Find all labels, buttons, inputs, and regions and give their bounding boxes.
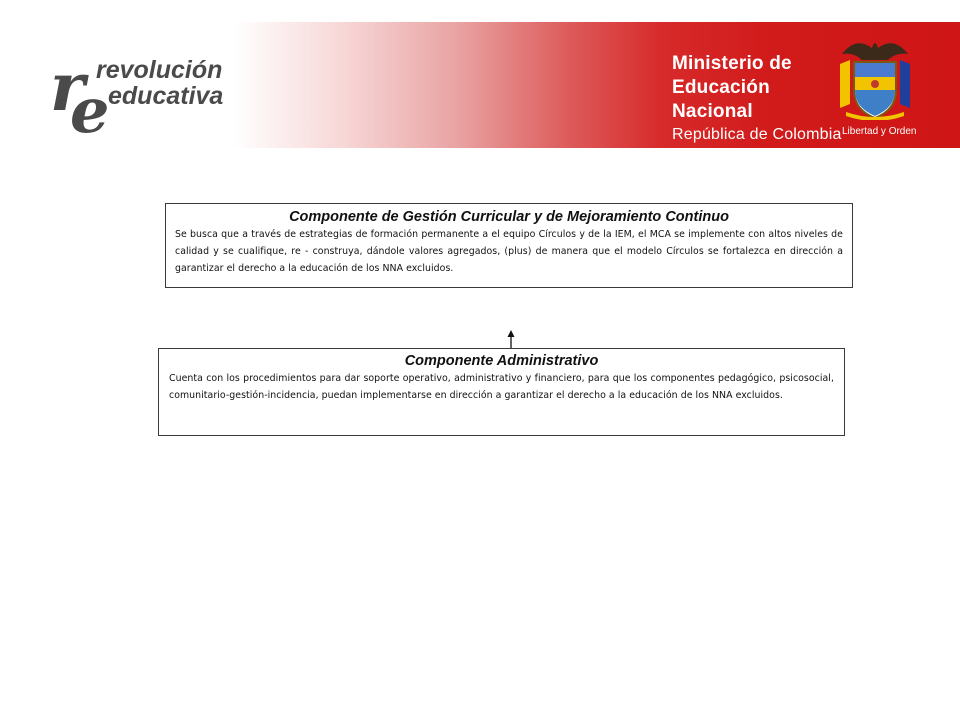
republica-line: República de Colombia xyxy=(672,126,842,143)
educacion-nacional-line: Educación Nacional xyxy=(672,77,770,122)
administrativo-body: Cuenta con los procedimientos para dar soporte operativo, administrativo y financiero, para que los componentes pedagógico, psicosocial, comunitario-gestión-incidencia, puedan implementarse en dirección a garantizar el derecho a la educación de los NNA excluidos. xyxy=(169,373,834,401)
up-arrow-connector xyxy=(506,330,516,348)
administrativo-box xyxy=(158,348,845,436)
revolucion-educativa-logo xyxy=(48,40,268,136)
ministerio-logo-text xyxy=(672,52,852,146)
administrativo-title: Componente Administrativo xyxy=(404,353,599,369)
gestion-curricular-title: Componente de Gestión Curricular y de Mejoramiento Continuo xyxy=(289,209,729,225)
gestion-curricular-box xyxy=(165,203,853,288)
motto-text: Libertad y Orden xyxy=(842,126,917,137)
logo-word-2: educativa xyxy=(108,82,224,110)
svg-text:r: r xyxy=(50,48,85,126)
gestion-curricular-body: Se busca que a través de estrategias de formación permanente a el equipo Círculos y de la IEM, el MCA se implemente con altos niveles de calidad y se cualifique, re - construya, dándole valores agregados, (plus) de manera que el modelo Círculos se fortalezca en dirección a garantizar el derecho a la educación de los NNA excluidos. xyxy=(175,229,843,274)
logo-word-1: revolución xyxy=(96,56,223,84)
colombia-coat-of-arms-icon xyxy=(838,34,912,120)
ministerio-line: Ministerio de xyxy=(672,53,792,74)
svg-text:e: e xyxy=(70,74,110,136)
